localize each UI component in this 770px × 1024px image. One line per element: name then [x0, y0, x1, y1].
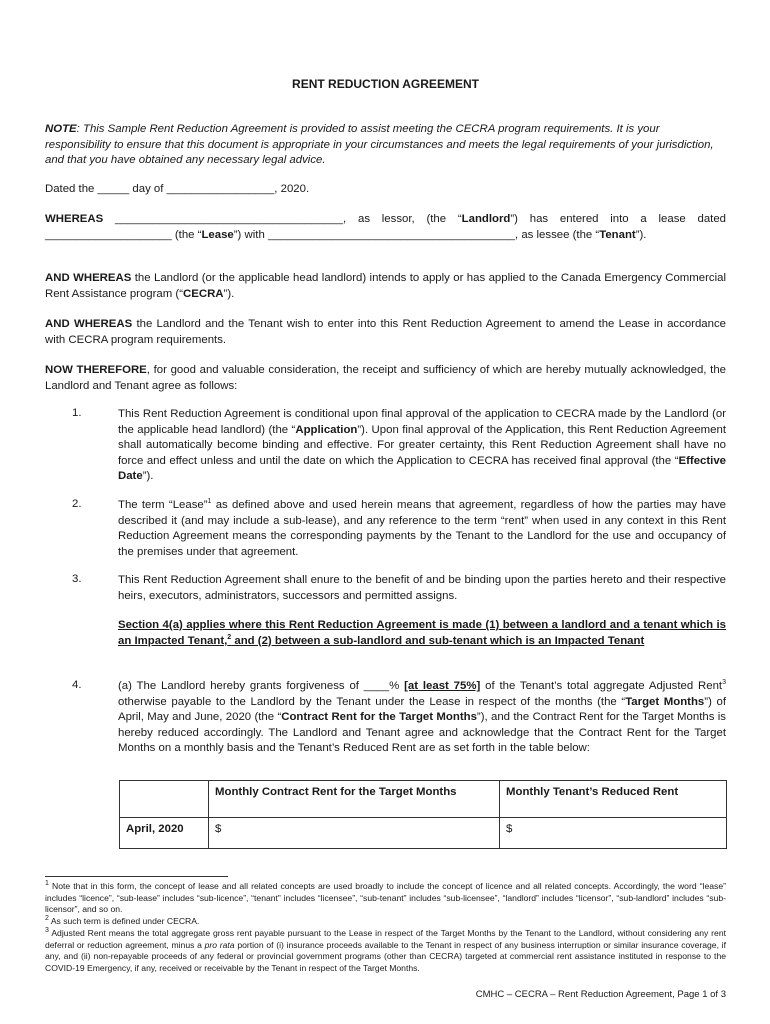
footnote-divider [45, 876, 228, 877]
and-whereas-paragraph-1: AND WHEREAS the Landlord (or the applicable head landlord) intends to apply or has applied to the Canada Emergency Commercial Rent Assistance program (“CECRA”). [45, 272, 726, 300]
table-header-cell [120, 781, 209, 818]
clause-1: This Rent Reduction Agreement is conditional upon final approval of the application to CECRA made by the Landlord (or the applicable head landlord) (the “Application”). Upon final approval of the Application, this Rent Reduction Agreement shall automatically become binding and effective. For greater certainty, this Rent Reduction Agreement shall have no force and effect unless and until the date on which the Application to CECRA has received final approval (the “Effective Date”). [118, 408, 726, 482]
table-header-row [120, 781, 727, 818]
table-header-cell: Monthly Contract Rent for the Target Months [209, 781, 500, 818]
footnote-ref: 3 [722, 679, 726, 687]
footnote-1: $^1$ Note that in this form, the concept of lease and all related concepts are used broadly to include the concept of licence and all related concepts. Accordingly, the word “lease” includes “licence”, “sub-lease” includes “sub-licence”, “tenant” includes “licensee”, “sub-tenant” includes “sub-licensee”, “landlord” includes “licensor”, “sub-landlord” includes “sub-licensor”, and so on. [45, 880, 726, 914]
item-number: 2. [72, 498, 82, 510]
page-footer: CMHC – CECRA – Rent Reduction Agreement, Page 1 of 3 [475, 989, 726, 1000]
table-row [120, 818, 727, 849]
table-cell-reduced-rent: $ [500, 818, 727, 849]
note-label: NOTE [45, 123, 77, 135]
section-4a-heading: Section 4(a) applies where this Rent Reduction Agreement is made (1) between a landlord and a tenant which is an Impacted Tenant,$^2$ and (2) between a sub-landlord and sub-tenant which is an Impacted Tenant [118, 619, 726, 647]
table-cell-month: April, 2020 [120, 818, 209, 849]
table-header-cell: Monthly Tenant’s Reduced Rent [500, 781, 727, 818]
percentage-placeholder: [at least 75%] [404, 680, 481, 692]
clause-3: This Rent Reduction Agreement shall enure to the benefit of and be binding upon the parties hereto and their respective heirs, executors, administrators, successors and permitted assigns. [118, 574, 726, 602]
footnote-ref: 1 [207, 498, 212, 506]
rent-table [119, 780, 727, 849]
document-title: RENT REDUCTION AGREEMENT [292, 77, 479, 91]
clause-2: The term “Lease”$^1$ as defined above and used herein means that agreement, regardless of how the parties may have described it (and may include a sub-lease), and any reference to the term “rent” when used in any context in this Rent Reduction Agreement means the corresponding payments by the Tenant to the Landlord for the use and occupancy of the premises under that agreement. [118, 498, 726, 558]
footnote-ref: 2 [227, 633, 232, 641]
and-whereas-paragraph-2: AND WHEREAS the Landlord and the Tenant wish to enter into this Rent Reduction Agreement to amend the Lease in accordance with CECRA program requirements. [45, 318, 726, 346]
table-cell-contract-rent: $ [209, 818, 500, 849]
footnote-2: $^2$ As such term is defined under CECRA. [45, 915, 200, 926]
footnote-3: $^3$ Adjusted Rent means the total aggregate gross rent payable pursuant to the Lease in respect of the Target Months by the Tenant to the Landlord, without considering any rent deferral or reduction agreement, minus a pro rata portion of (i) insurance proceeds available to the Tenant in respect of any business interruption or similar insurance coverage, if any, and (ii) non-repayable proceeds of any federal or provincial government programs (other than CECRA) targeted at commercial rent assistance instituted in response to the COVID-19 Emergency, if any, received or receivable by the Tenant in respect of the Target Months. [45, 927, 726, 973]
dated-line: Dated the _____ day of _________________, 2020. [45, 183, 310, 195]
item-number: 3. [72, 573, 82, 585]
note-paragraph: NOTE: This Sample Rent Reduction Agreement is provided to assist meeting the CECRA program requirements. It is your responsibility to ensure that this document is appropriate in your circumstances and meets the legal requirements of your jurisdiction, and that you have obtained any necessary legal advice. [45, 123, 714, 166]
item-number: 4. [72, 679, 82, 691]
item-number: 1. [72, 407, 82, 419]
clause-4a: (a) The Landlord hereby grants forgiveness of ____% [at least 75%] of the Tenant’s total aggregate Adjusted Rent$^3$ otherwise payable to the Landlord by the Tenant under the Lease in respect of the months (the “Target Months”) of April, May and June, 2020 (the “Contract Rent for the Target Months”), and the Contract Rent for the Target Months is hereby reduced accordingly. The Landlord and Tenant agree and acknowledge that the Contract Rent for the Target Months on a monthly basis and the Tenant’s Reduced Rent are as set forth in the table below: [118, 679, 726, 754]
now-therefore-paragraph: NOW THEREFORE, for good and valuable consideration, the receipt and sufficiency of which are hereby mutually acknowledged, the Landlord and Tenant agree as follows: [45, 364, 726, 392]
whereas-paragraph: WHEREAS ____________________________________, as lessor, (the “Landlord”) has entered into a lease dated ____________________ (the “Lease”) with _______________________________________, as lessee (the “Tenant”). [45, 213, 726, 241]
